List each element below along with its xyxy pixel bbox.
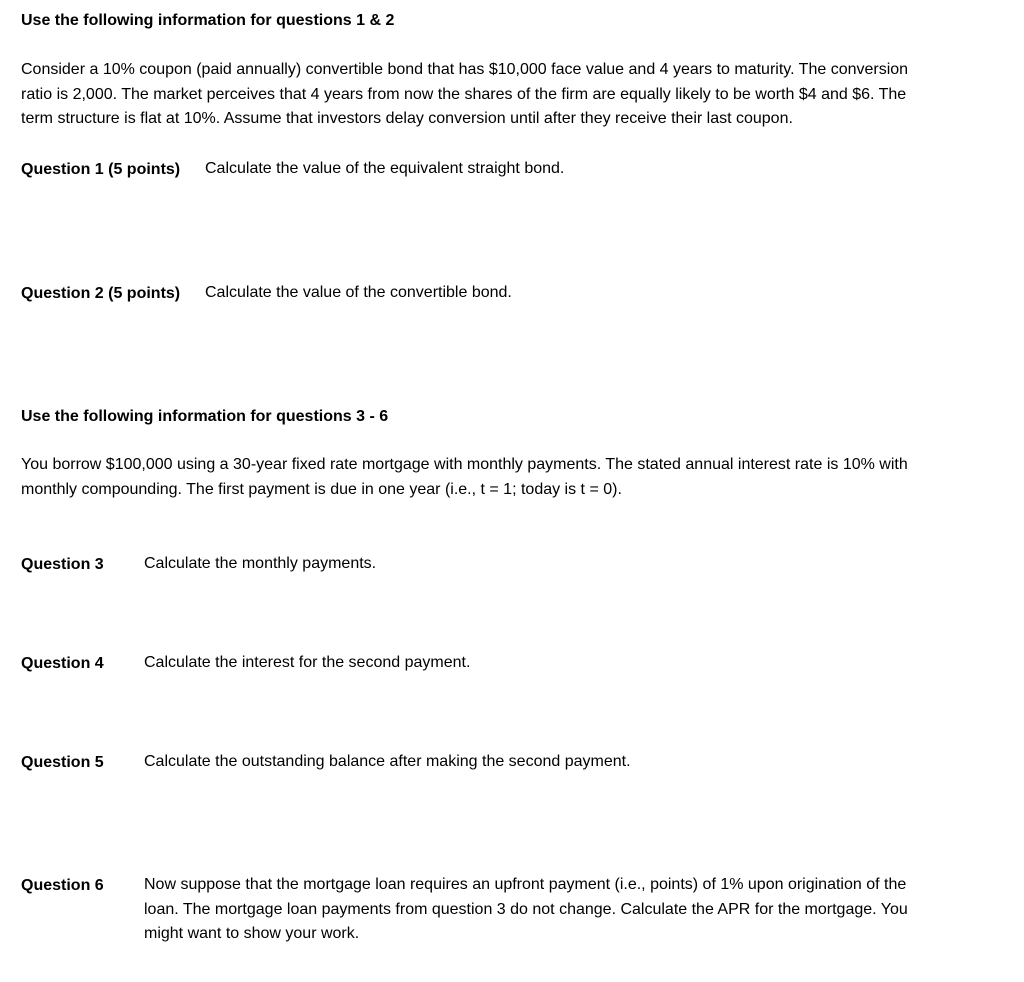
section1-intro-line: Consider a 10% coupon (paid annually) convertible bond that has $10,000 face value and 4 years to maturity. The conversion (21, 61, 909, 78)
question-text-line: might want to show your work. (144, 925, 360, 942)
question-2-label: Question 2 (5 points) (21, 285, 181, 302)
question-3-label: Question 3 (21, 556, 104, 573)
question-6-text (144, 873, 908, 947)
question-1-text (205, 157, 564, 182)
question-3-text (144, 552, 376, 577)
question-4-text (144, 651, 470, 676)
question-6-label: Question 6 (21, 877, 104, 894)
section1-intro-line: term structure is flat at 10%. Assume that investors delay conversion until after they receive their last coupon. (21, 110, 793, 127)
section2-intro-line: monthly compounding. The first payment is due in one year (i.e., t = 1; today is t = 0). (21, 480, 622, 498)
question-text-line: Calculate the value of the equivalent straight bond. (205, 160, 565, 177)
question-text-line: Calculate the interest for the second payment. (144, 654, 471, 671)
question-5-text (144, 750, 631, 775)
question-text-line: Calculate the monthly payments. (144, 555, 377, 572)
section1-intro (21, 58, 986, 132)
section1-intro-line: ratio is 2,000. The market perceives that 4 years from now the shares of the firm are equally likely to be worth $4 and $6. The (21, 85, 907, 103)
question-5-label: Question 5 (21, 754, 104, 771)
section2-heading: Use the following information for questions 3 - 6 (21, 408, 389, 425)
question-text-line: loan. The mortgage loan payments from question 3 do not change. Calculate the APR for the mortgage. You (144, 900, 908, 918)
question-2-text (205, 281, 512, 306)
section2-intro-line: You borrow $100,000 using a 30-year fixed rate mortgage with monthly payments. The stated annual interest rate is 10% with (21, 456, 908, 473)
section2-intro (21, 453, 986, 502)
question-text-line: Calculate the outstanding balance after making the second payment. (144, 753, 631, 770)
section1-heading: Use the following information for questions 1 & 2 (21, 12, 395, 29)
question-1-label: Question 1 (5 points) (21, 161, 181, 178)
question-4-label: Question 4 (21, 655, 104, 672)
question-text-line: Calculate the value of the convertible bond. (205, 284, 512, 301)
question-text-line: Now suppose that the mortgage loan requires an upfront payment (i.e., points) of 1% upon origination of the (144, 876, 907, 893)
